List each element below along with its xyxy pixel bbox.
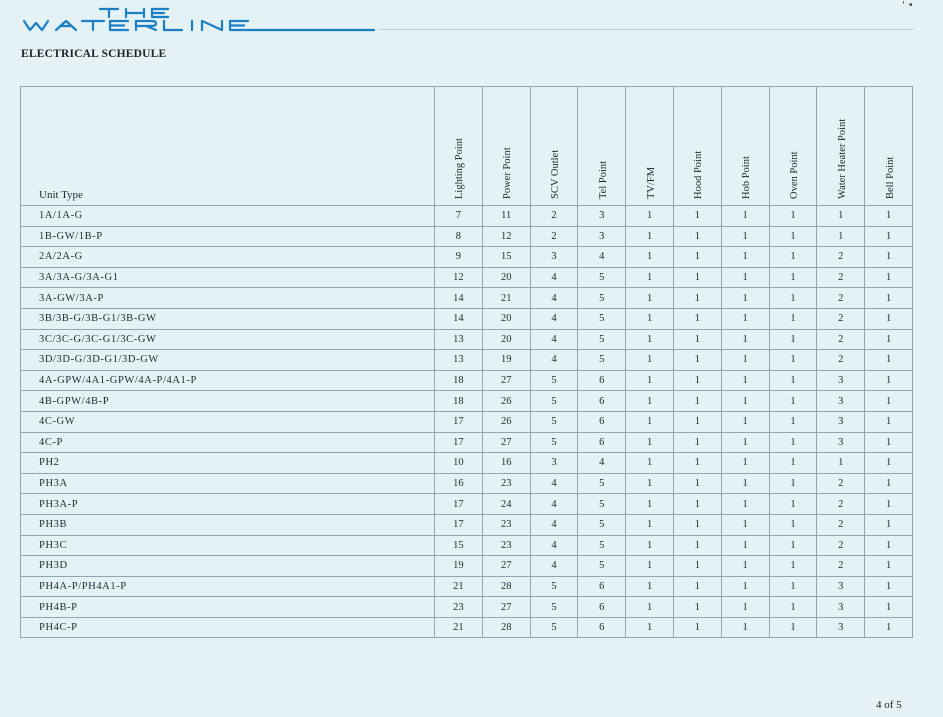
- table-row: [21, 597, 913, 618]
- value-cell: 1: [626, 370, 674, 391]
- value-cell: 21: [482, 288, 530, 309]
- value-cell: 2: [817, 473, 865, 494]
- value-cell: 1: [626, 411, 674, 432]
- value-cell: 5: [578, 535, 626, 556]
- unit-type-cell: 3B/3B-G/3B-G1/3B-GW: [21, 308, 435, 329]
- unit-type-cell: 4A-GPW/4A1-GPW/4A-P/4A1-P: [21, 370, 435, 391]
- table-row: [21, 453, 913, 474]
- column-header: Water Heater Point: [817, 87, 865, 206]
- value-cell: 6: [578, 411, 626, 432]
- value-cell: 1: [865, 370, 913, 391]
- value-cell: 1: [721, 597, 769, 618]
- value-cell: 1: [626, 494, 674, 515]
- unit-type-cell: 4B-GPW/4B-P: [21, 391, 435, 412]
- value-cell: 1: [626, 432, 674, 453]
- unit-type-cell: PH2: [21, 453, 435, 474]
- value-cell: 1: [673, 617, 721, 638]
- value-cell: 6: [578, 432, 626, 453]
- value-cell: 26: [482, 411, 530, 432]
- value-cell: 1: [865, 514, 913, 535]
- value-cell: 1: [769, 432, 817, 453]
- value-cell: 1: [721, 308, 769, 329]
- value-cell: 1: [673, 350, 721, 371]
- value-cell: 10: [435, 453, 483, 474]
- value-cell: 1: [865, 556, 913, 577]
- value-cell: 8: [435, 226, 483, 247]
- unit-type-cell: PH3A: [21, 473, 435, 494]
- value-cell: 2: [530, 206, 578, 227]
- unit-type-cell: PH3B: [21, 514, 435, 535]
- value-cell: 1: [769, 391, 817, 412]
- value-cell: 1: [721, 329, 769, 350]
- value-cell: 23: [435, 597, 483, 618]
- table-row: [21, 329, 913, 350]
- value-cell: 1: [865, 288, 913, 309]
- value-cell: 14: [435, 308, 483, 329]
- value-cell: 1: [769, 576, 817, 597]
- value-cell: 4: [530, 288, 578, 309]
- unit-type-cell: 3A/3A-G/3A-G1: [21, 267, 435, 288]
- value-cell: 20: [482, 329, 530, 350]
- unit-type-cell: 1B-GW/1B-P: [21, 226, 435, 247]
- value-cell: 1: [865, 226, 913, 247]
- value-cell: 1: [721, 535, 769, 556]
- value-cell: 5: [530, 370, 578, 391]
- table-body: [21, 206, 913, 638]
- value-cell: 1: [626, 473, 674, 494]
- value-cell: 13: [435, 350, 483, 371]
- value-cell: 1: [673, 226, 721, 247]
- value-cell: 1: [673, 206, 721, 227]
- value-cell: 5: [530, 597, 578, 618]
- table-row: [21, 206, 913, 227]
- value-cell: 2: [530, 226, 578, 247]
- value-cell: 15: [482, 247, 530, 268]
- value-cell: 1: [721, 288, 769, 309]
- value-cell: 1: [721, 494, 769, 515]
- value-cell: 1: [721, 411, 769, 432]
- value-cell: 2: [817, 350, 865, 371]
- value-cell: 1: [626, 514, 674, 535]
- value-cell: 1: [673, 453, 721, 474]
- value-cell: 1: [865, 350, 913, 371]
- table-row: [21, 535, 913, 556]
- value-cell: 1: [721, 514, 769, 535]
- value-cell: 1: [769, 247, 817, 268]
- table-row: [21, 247, 913, 268]
- value-cell: 2: [817, 494, 865, 515]
- column-header: Tel Point: [578, 87, 626, 206]
- value-cell: 1: [721, 617, 769, 638]
- value-cell: 5: [578, 494, 626, 515]
- value-cell: 1: [817, 206, 865, 227]
- value-cell: 5: [578, 329, 626, 350]
- value-cell: 4: [530, 267, 578, 288]
- value-cell: 1: [626, 391, 674, 412]
- value-cell: 13: [435, 329, 483, 350]
- value-cell: 1: [626, 308, 674, 329]
- value-cell: 1: [865, 494, 913, 515]
- electrical-schedule-table: [20, 86, 913, 638]
- value-cell: 17: [435, 411, 483, 432]
- value-cell: 18: [435, 370, 483, 391]
- value-cell: 1: [769, 370, 817, 391]
- value-cell: 14: [435, 288, 483, 309]
- value-cell: 1: [865, 473, 913, 494]
- value-cell: 2: [817, 535, 865, 556]
- value-cell: 27: [482, 432, 530, 453]
- value-cell: 1: [769, 453, 817, 474]
- table-header-row: [21, 87, 913, 206]
- column-header: Oven Point: [769, 87, 817, 206]
- value-cell: 27: [482, 370, 530, 391]
- value-cell: 1: [721, 556, 769, 577]
- value-cell: 4: [530, 556, 578, 577]
- column-header: SCV Outlet: [530, 87, 578, 206]
- unit-type-cell: 3C/3C-G/3C-G1/3C-GW: [21, 329, 435, 350]
- value-cell: 4: [530, 329, 578, 350]
- value-cell: 5: [578, 308, 626, 329]
- table-row: [21, 308, 913, 329]
- value-cell: 4: [530, 350, 578, 371]
- value-cell: 3: [817, 617, 865, 638]
- column-header: Hood Point: [673, 87, 721, 206]
- value-cell: 1: [769, 411, 817, 432]
- value-cell: 3: [530, 453, 578, 474]
- value-cell: 23: [482, 535, 530, 556]
- value-cell: 18: [435, 391, 483, 412]
- value-cell: 4: [578, 247, 626, 268]
- value-cell: 4: [530, 514, 578, 535]
- value-cell: 1: [721, 206, 769, 227]
- value-cell: 2: [817, 288, 865, 309]
- unit-type-cell: PH3C: [21, 535, 435, 556]
- unit-type-cell: 3D/3D-G/3D-G1/3D-GW: [21, 350, 435, 371]
- value-cell: 1: [626, 535, 674, 556]
- column-header-unit-type: Unit Type: [21, 87, 435, 206]
- value-cell: 20: [482, 267, 530, 288]
- header-rule: [378, 29, 914, 30]
- value-cell: 5: [578, 514, 626, 535]
- value-cell: 15: [435, 535, 483, 556]
- value-cell: 5: [578, 473, 626, 494]
- value-cell: 1: [721, 226, 769, 247]
- unit-type-cell: 4C-P: [21, 432, 435, 453]
- value-cell: 1: [721, 370, 769, 391]
- value-cell: 3: [578, 226, 626, 247]
- document-title: ELECTRICAL SCHEDULE: [21, 48, 167, 60]
- value-cell: 27: [482, 597, 530, 618]
- value-cell: 6: [578, 597, 626, 618]
- value-cell: 1: [865, 453, 913, 474]
- value-cell: 1: [721, 576, 769, 597]
- value-cell: 5: [530, 391, 578, 412]
- value-cell: 1: [673, 514, 721, 535]
- unit-type-cell: PH4A-P/PH4A1-P: [21, 576, 435, 597]
- value-cell: 1: [673, 556, 721, 577]
- value-cell: 3: [817, 370, 865, 391]
- value-cell: 19: [435, 556, 483, 577]
- value-cell: 5: [578, 556, 626, 577]
- value-cell: 1: [673, 391, 721, 412]
- table-row: [21, 411, 913, 432]
- value-cell: 3: [817, 391, 865, 412]
- value-cell: 3: [817, 432, 865, 453]
- value-cell: 1: [769, 556, 817, 577]
- value-cell: 1: [626, 556, 674, 577]
- value-cell: 3: [817, 576, 865, 597]
- value-cell: 1: [626, 617, 674, 638]
- value-cell: 2: [817, 329, 865, 350]
- waterline-logo: [22, 6, 377, 32]
- value-cell: 9: [435, 247, 483, 268]
- value-cell: 1: [673, 411, 721, 432]
- value-cell: 1: [673, 308, 721, 329]
- value-cell: 1: [865, 617, 913, 638]
- table-row: [21, 288, 913, 309]
- unit-type-cell: 4C-GW: [21, 411, 435, 432]
- value-cell: 1: [769, 267, 817, 288]
- unit-type-cell: PH4C-P: [21, 617, 435, 638]
- value-cell: 1: [721, 247, 769, 268]
- value-cell: 26: [482, 391, 530, 412]
- value-cell: 1: [626, 267, 674, 288]
- value-cell: 1: [626, 226, 674, 247]
- value-cell: 1: [865, 535, 913, 556]
- column-header: Power Point: [482, 87, 530, 206]
- value-cell: 1: [769, 226, 817, 247]
- value-cell: 4: [530, 494, 578, 515]
- value-cell: 4: [530, 308, 578, 329]
- value-cell: 3: [817, 411, 865, 432]
- value-cell: 6: [578, 576, 626, 597]
- unit-type-cell: 2A/2A-G: [21, 247, 435, 268]
- table-row: [21, 350, 913, 371]
- column-header: Hob Point: [721, 87, 769, 206]
- column-header: Lighting Point: [435, 87, 483, 206]
- value-cell: 1: [865, 576, 913, 597]
- value-cell: 1: [626, 206, 674, 227]
- value-cell: 1: [626, 350, 674, 371]
- value-cell: 17: [435, 514, 483, 535]
- value-cell: 1: [673, 597, 721, 618]
- value-cell: 28: [482, 617, 530, 638]
- value-cell: 1: [673, 576, 721, 597]
- table-row: [21, 370, 913, 391]
- value-cell: 5: [578, 288, 626, 309]
- value-cell: 17: [435, 494, 483, 515]
- value-cell: 1: [865, 206, 913, 227]
- value-cell: 2: [817, 556, 865, 577]
- value-cell: 1: [673, 288, 721, 309]
- value-cell: 5: [530, 432, 578, 453]
- value-cell: 16: [435, 473, 483, 494]
- table-row: [21, 494, 913, 515]
- value-cell: 1: [626, 247, 674, 268]
- value-cell: 11: [482, 206, 530, 227]
- value-cell: 3: [817, 597, 865, 618]
- value-cell: 1: [673, 329, 721, 350]
- value-cell: 1: [769, 617, 817, 638]
- table-row: [21, 514, 913, 535]
- value-cell: 1: [721, 432, 769, 453]
- value-cell: 2: [817, 308, 865, 329]
- value-cell: 1: [721, 453, 769, 474]
- value-cell: 1: [865, 411, 913, 432]
- value-cell: 28: [482, 576, 530, 597]
- page-number: 4 of 5: [876, 699, 902, 711]
- value-cell: 6: [578, 391, 626, 412]
- value-cell: 12: [482, 226, 530, 247]
- value-cell: 21: [435, 576, 483, 597]
- column-header: Bell Point: [865, 87, 913, 206]
- value-cell: 23: [482, 514, 530, 535]
- value-cell: 6: [578, 370, 626, 391]
- value-cell: 1: [865, 308, 913, 329]
- value-cell: 1: [721, 267, 769, 288]
- table-row: [21, 226, 913, 247]
- value-cell: 1: [769, 514, 817, 535]
- value-cell: 7: [435, 206, 483, 227]
- value-cell: 5: [530, 576, 578, 597]
- unit-type-cell: 3A-GW/3A-P: [21, 288, 435, 309]
- value-cell: 1: [769, 473, 817, 494]
- value-cell: 2: [817, 247, 865, 268]
- value-cell: 4: [530, 535, 578, 556]
- value-cell: 1: [769, 350, 817, 371]
- value-cell: 1: [769, 494, 817, 515]
- value-cell: 1: [865, 267, 913, 288]
- table-row: [21, 473, 913, 494]
- value-cell: 1: [817, 453, 865, 474]
- table-row: [21, 556, 913, 577]
- value-cell: 1: [817, 226, 865, 247]
- value-cell: 1: [865, 432, 913, 453]
- table-row: [21, 432, 913, 453]
- value-cell: 6: [578, 617, 626, 638]
- value-cell: 1: [673, 535, 721, 556]
- value-cell: 23: [482, 473, 530, 494]
- value-cell: 1: [626, 288, 674, 309]
- value-cell: 4: [578, 453, 626, 474]
- value-cell: 21: [435, 617, 483, 638]
- table-row: [21, 391, 913, 412]
- value-cell: 1: [673, 247, 721, 268]
- value-cell: 1: [673, 432, 721, 453]
- value-cell: 17: [435, 432, 483, 453]
- unit-type-cell: PH3D: [21, 556, 435, 577]
- value-cell: 1: [769, 308, 817, 329]
- value-cell: 1: [721, 391, 769, 412]
- value-cell: 2: [817, 514, 865, 535]
- table-row: [21, 267, 913, 288]
- value-cell: 1: [769, 206, 817, 227]
- value-cell: 19: [482, 350, 530, 371]
- table-row: [21, 576, 913, 597]
- value-cell: 1: [673, 370, 721, 391]
- value-cell: 12: [435, 267, 483, 288]
- value-cell: 1: [673, 267, 721, 288]
- value-cell: 1: [626, 453, 674, 474]
- value-cell: 1: [626, 576, 674, 597]
- value-cell: 1: [865, 391, 913, 412]
- value-cell: 1: [769, 535, 817, 556]
- value-cell: 1: [626, 329, 674, 350]
- value-cell: 1: [673, 494, 721, 515]
- value-cell: 4: [530, 473, 578, 494]
- unit-type-cell: PH4B-P: [21, 597, 435, 618]
- value-cell: 16: [482, 453, 530, 474]
- value-cell: 1: [769, 597, 817, 618]
- value-cell: 1: [721, 350, 769, 371]
- value-cell: 2: [817, 267, 865, 288]
- table-row: [21, 617, 913, 638]
- unit-type-cell: PH3A-P: [21, 494, 435, 515]
- value-cell: 3: [578, 206, 626, 227]
- column-header: TV/FM: [626, 87, 674, 206]
- value-cell: 1: [865, 597, 913, 618]
- value-cell: 5: [530, 617, 578, 638]
- value-cell: 5: [578, 267, 626, 288]
- value-cell: 1: [626, 597, 674, 618]
- value-cell: 5: [530, 411, 578, 432]
- value-cell: 1: [769, 288, 817, 309]
- value-cell: 27: [482, 556, 530, 577]
- value-cell: 1: [673, 473, 721, 494]
- unit-type-cell: 1A/1A-G: [21, 206, 435, 227]
- value-cell: 5: [578, 350, 626, 371]
- value-cell: 20: [482, 308, 530, 329]
- value-cell: 1: [769, 329, 817, 350]
- value-cell: 3: [530, 247, 578, 268]
- value-cell: 24: [482, 494, 530, 515]
- value-cell: 1: [721, 473, 769, 494]
- corner-mark: ' •: [902, 0, 914, 11]
- value-cell: 1: [865, 247, 913, 268]
- value-cell: 1: [865, 329, 913, 350]
